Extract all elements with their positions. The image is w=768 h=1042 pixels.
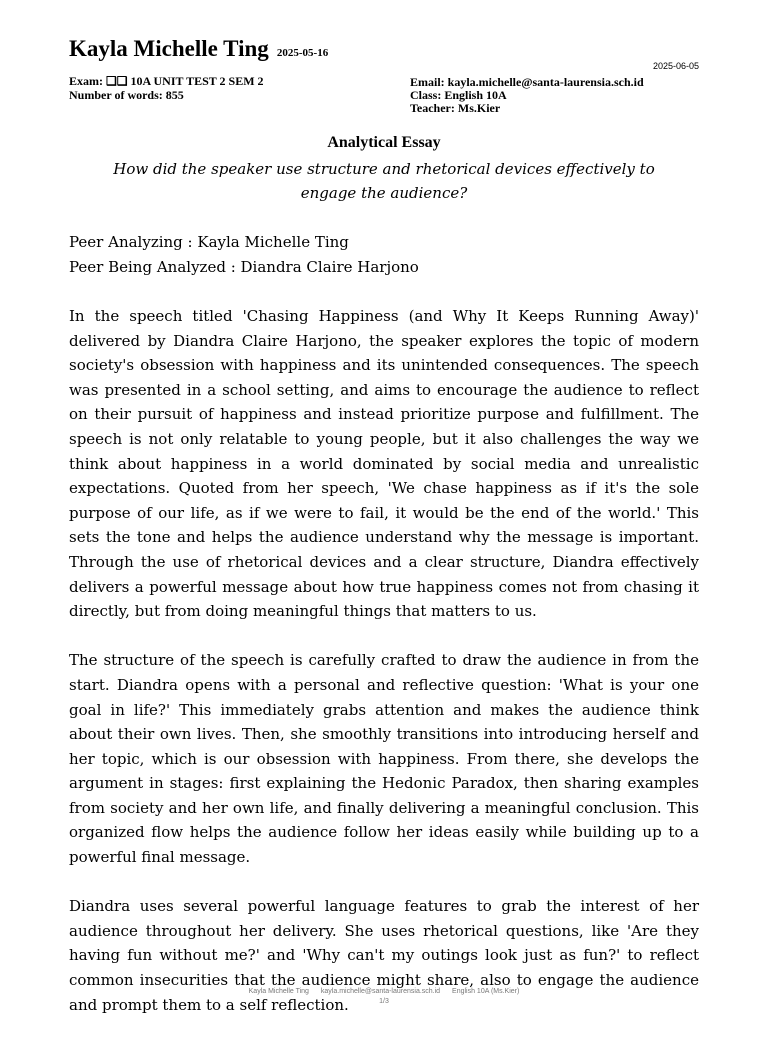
- exam-label: Exam: ❑❑ 10A UNIT TEST 2 SEM 2: [69, 74, 264, 88]
- submission-date: 2025-05-16: [276, 47, 329, 59]
- paragraph: Diandra uses several powerful language features to grab the interest of her audience throughout her delivery. She uses rhetorical questions, like 'Are they having fun without me?' and 'Why can't my outings look just as fun?' to reflect common insecurities that the audience might share, also to engage the audience and prompt them to a self reflection.: [69, 897, 699, 1014]
- word-count: Number of words: 855: [69, 88, 184, 102]
- class: Class: English 10A: [410, 88, 507, 102]
- student-info: [410, 76, 644, 115]
- footer-email: kayla.michelle@santa-laurensia.sch.id: [320, 988, 441, 995]
- essay-question: How did the speaker use structure and rhetorical devices effectively to engage the audience?: [113, 160, 655, 202]
- paragraph: In the speech titled 'Chasing Happiness (and Why It Keeps Running Away)' delivered by Diandra Claire Harjono, the speaker explores the topic of modern society's obsession with happiness and its unintended consequences. The speech was presented in a school setting, and aims to encourage the audience to reflect on their pursuit of happiness and instead prioritize purpose and fulfillment. The speech is not only relatable to young people, but it also challenges the way we think about happiness in a world dominated by social media and unrealistic expectations. Quoted from her speech, 'We chase happiness as if it's the sole purpose of our life, as if we were to fail, it would be the end of the world.' This sets the tone and helps the audience understand why the message is important. Through the use of rhetorical devices and a clear structure, Diandra effectively delivers a powerful message about how true happiness comes not from chasing it directly, but from doing meaningful things that matters to us.: [69, 307, 699, 621]
- peer-analyzed: Peer Being Analyzed : Diandra Claire Harjono: [69, 258, 419, 276]
- print-date: 2025-06-05: [652, 61, 699, 71]
- footer-class: English 10A (Ms.Kier): [452, 988, 520, 995]
- essay-title: Analytical Essay: [327, 134, 441, 151]
- footer-name: Kayla Michelle Ting: [248, 988, 309, 995]
- paragraph: The structure of the speech is carefully crafted to draw the audience in from the start. Diandra opens with a personal and reflective question: 'What is your one goal in life?' This immediately grabs attention and makes the audience think about their own lives. Then, she smoothly transitions into introducing herself and her topic, which is our obsession with happiness. From there, she develops the argument in stages: first explaining the Hedonic Paradox, then sharing examples from society and her own life, and finally delivering a meaningful conclusion. This organized flow helps the audience follow her ideas easily while building up to a powerful final message.: [69, 651, 699, 867]
- exam-info: [69, 74, 264, 102]
- peer-analyzing: Peer Analyzing : Kayla Michelle Ting: [69, 233, 349, 251]
- email: Email: kayla.michelle@santa-laurensia.sch.id: [410, 75, 644, 89]
- page-footer: [0, 987, 768, 1007]
- peer-info: [69, 230, 419, 280]
- student-name: Kayla Michelle Ting: [69, 36, 269, 61]
- student-header: [69, 36, 328, 62]
- essay-body: [69, 304, 699, 1042]
- teacher: Teacher: Ms.Kier: [410, 101, 501, 115]
- page-number: 1/3: [379, 998, 389, 1005]
